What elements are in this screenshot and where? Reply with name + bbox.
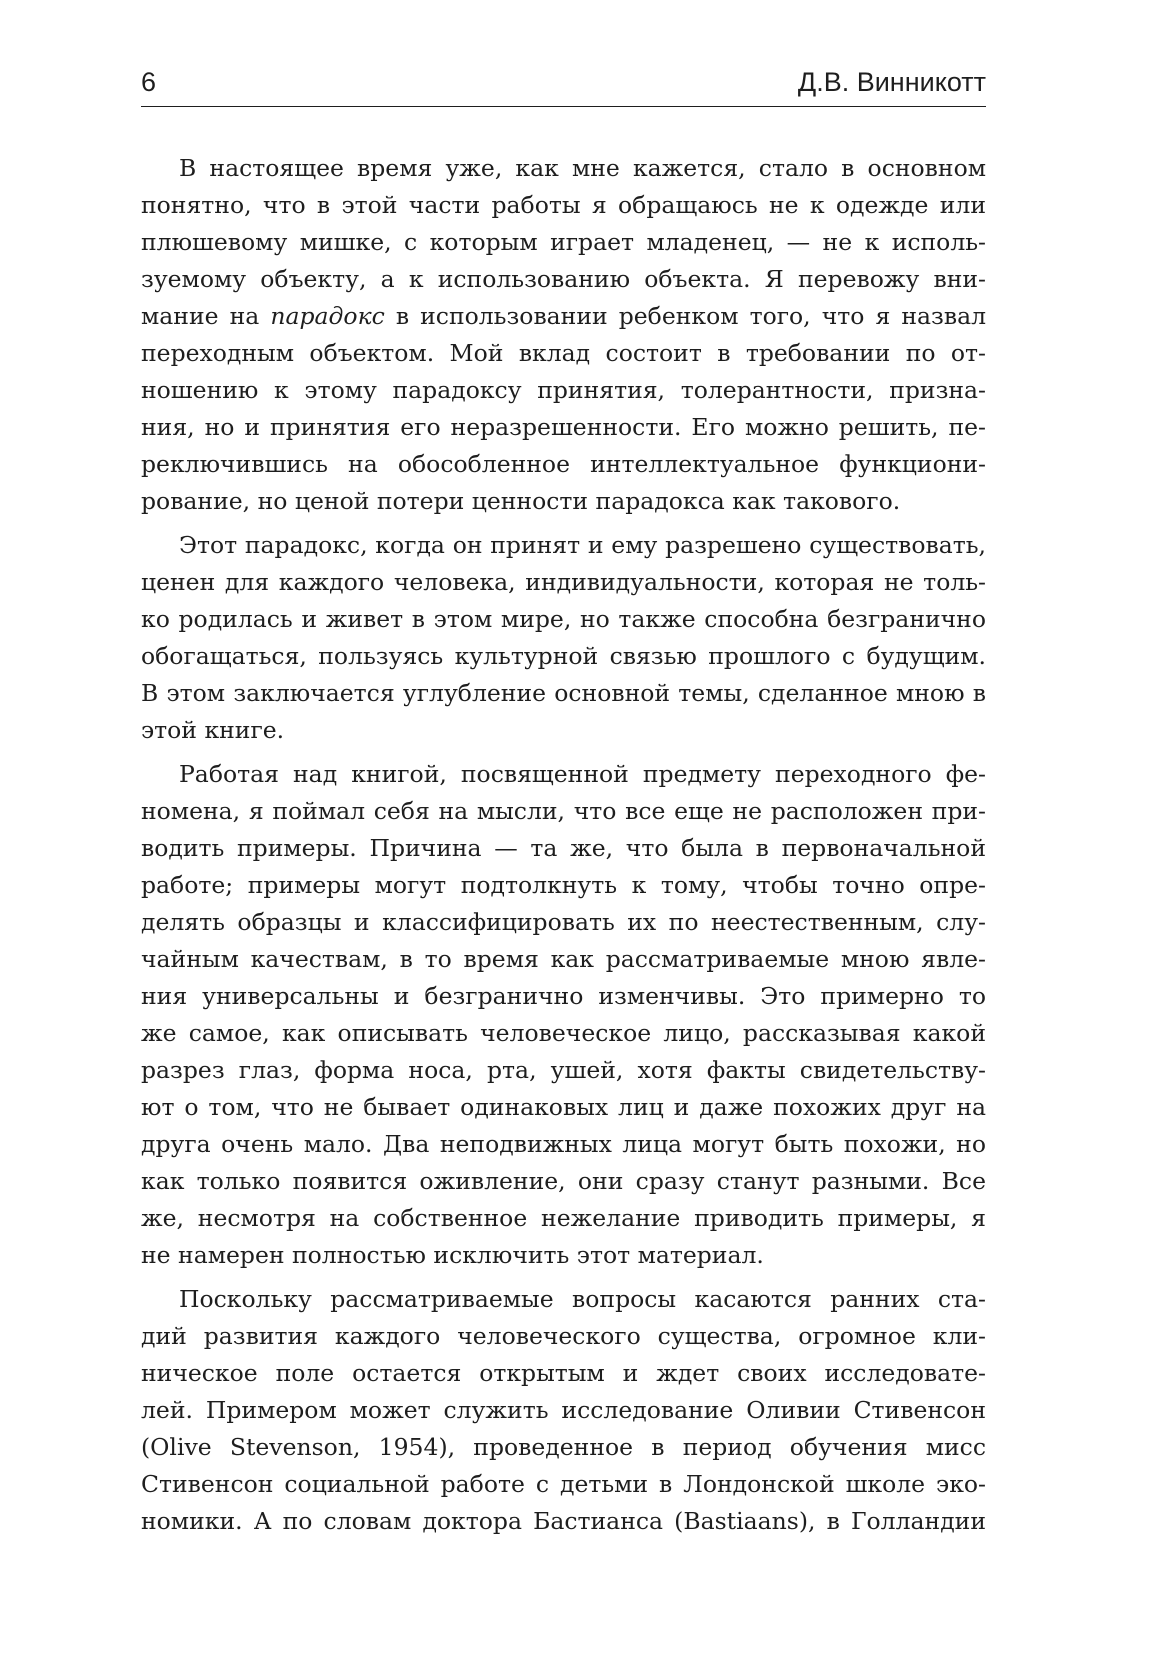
text-line: ют о том, что не бывает одинаковых лиц и даже похожих друг на	[141, 1093, 986, 1121]
text-line: номена, я поймал себя на мысли, что все еще не расположен при-	[141, 797, 986, 825]
text-line: ценен для каждого человека, индивидуальности, которая не толь-	[141, 568, 986, 596]
text-line: плюшевому мишке, с которым играет младенец, — не к исполь-	[141, 228, 986, 256]
text-line: не намерен полностью исключить этот материал.	[141, 1241, 764, 1269]
text-line: рование, но ценой потери ценности парадокса как такового.	[141, 487, 901, 515]
text-line: реключившись на обособленное интеллектуальное функциони-	[141, 450, 986, 478]
paragraph	[141, 756, 986, 1274]
paragraph	[141, 527, 986, 749]
text-line: же самое, как описывать человеческое лицо, рассказывая какой	[141, 1019, 986, 1047]
text-line: зуемому объекту, а к использованию объекта. Я перевожу вни-	[141, 265, 986, 293]
paragraph	[141, 150, 986, 520]
text-line: работе; примеры могут подтолкнуть к тому, чтобы точно опре-	[141, 871, 986, 899]
text-line: друга очень мало. Два неподвижных лица могут быть похожи, но	[141, 1130, 986, 1158]
text-line: чайным качествам, в то время как рассматриваемые мною явле-	[141, 945, 986, 973]
text-line: же, несмотря на собственное нежелание приводить примеры, я	[141, 1204, 986, 1232]
text-line: как только появится оживление, они сразу станут разными. Все	[141, 1167, 986, 1195]
text-line: понятно, что в этой части работы я обращаюсь не к одежде или	[141, 191, 986, 219]
text-line: делять образцы и классифицировать их по неестественным, слу-	[141, 908, 986, 936]
text-line: обогащаться, пользуясь культурной связью прошлого с будущим.	[141, 642, 986, 670]
text-line: лей. Примером может служить исследование Оливии Стивенсон	[141, 1396, 986, 1424]
text-line: ния универсальны и безгранично изменчивы. Это примерно то	[141, 982, 986, 1010]
text-line: переходным объектом. Мой вклад состоит в требовании по от-	[141, 339, 986, 367]
text-line: номики. А по словам доктора Бастианса (Bastiaans), в Голландии	[141, 1507, 986, 1535]
text-run: в использовании ребенком того, что я назвал	[384, 302, 986, 330]
text-line: этой книге.	[141, 716, 285, 744]
text-line: водить примеры. Причина — та же, что была в первоначальной	[141, 834, 986, 862]
page-header	[141, 58, 986, 107]
paragraph	[141, 1281, 986, 1540]
text-run: мание на	[141, 302, 271, 330]
text-line	[141, 298, 986, 335]
text-line: ко родилась и живет в этом мире, но также способна безгранично	[141, 605, 986, 633]
text-line: Этот парадокс, когда он принят и ему разрешено существовать,	[179, 531, 986, 559]
text-line: ническое поле остается открытым и ждет своих исследовате-	[141, 1359, 986, 1387]
text-line: ношению к этому парадоксу принятия, толерантности, призна-	[141, 376, 986, 404]
text-line: разрез глаз, форма носа, рта, ушей, хотя факты свидетельству-	[141, 1056, 986, 1084]
text-line: дий развития каждого человеческого существа, огромное кли-	[141, 1322, 986, 1350]
text-line: В этом заключается углубление основной темы, сделанное мною в	[141, 679, 986, 707]
body-text	[141, 150, 986, 1540]
italic-term: парадокс	[270, 302, 385, 330]
text-line: ния, но и принятия его неразрешенности. Его можно решить, пе-	[141, 413, 986, 441]
text-line: Поскольку рассматриваемые вопросы касаются ранних ста-	[179, 1285, 986, 1313]
page-number: 6	[141, 67, 157, 97]
text-line: (Olive Stevenson, 1954), проведенное в период обучения мисс	[141, 1433, 986, 1461]
running-head: Д.В. Винникотт	[797, 67, 986, 97]
text-line: Стивенсон социальной работе с детьми в Лондонской школе эко-	[141, 1470, 986, 1498]
text-line: В настоящее время уже, как мне кажется, стало в основном	[179, 154, 986, 182]
text-line: Работая над книгой, посвященной предмету переходного фе-	[179, 760, 986, 788]
